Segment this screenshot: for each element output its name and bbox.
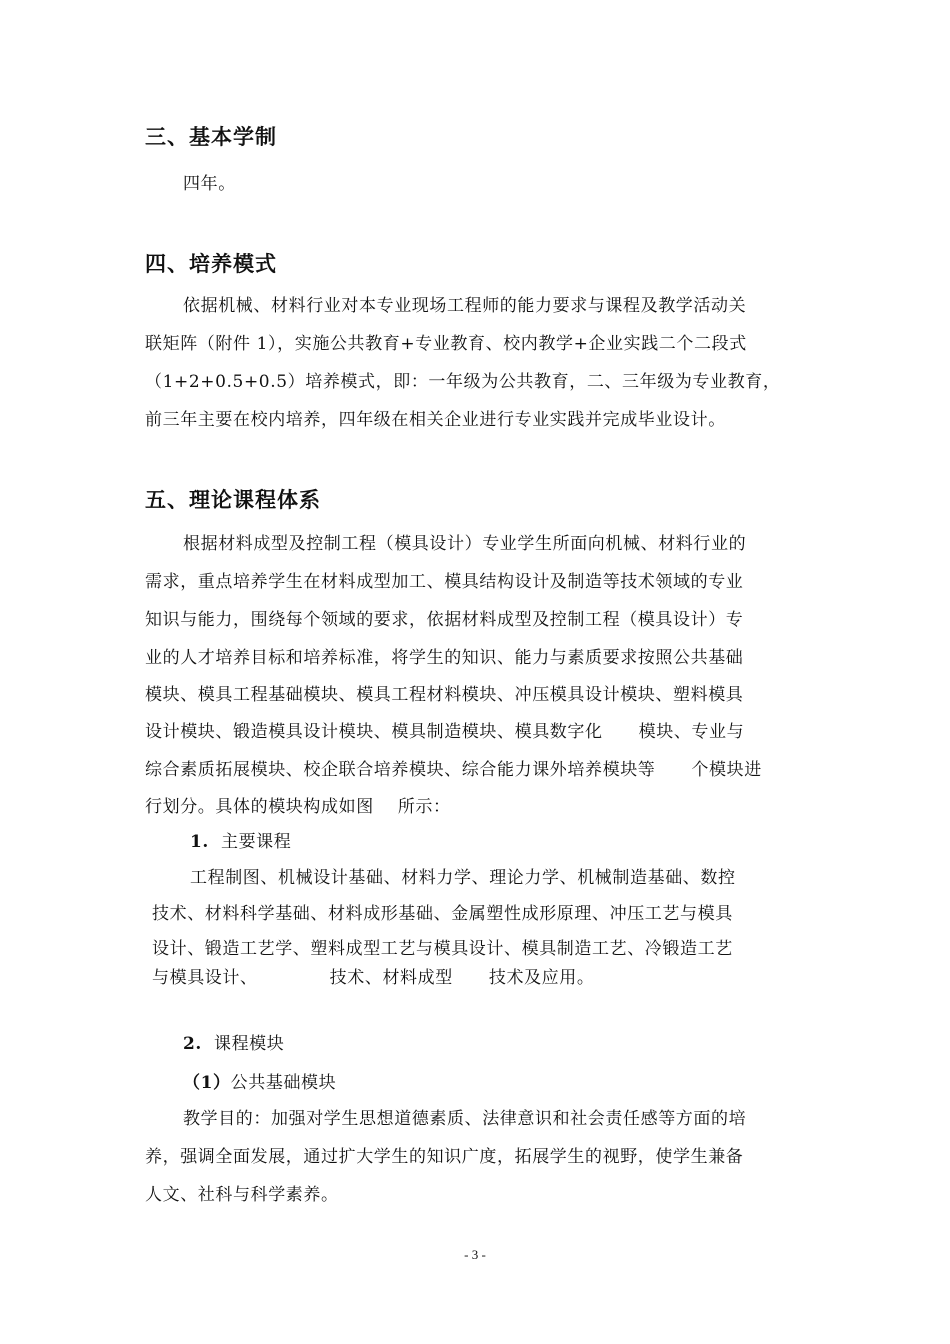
paragraph-line: 养，强调全面发展，通过扩大学生的知识广度，拓展学生的视野，使学生兼备 [145,1147,744,1167]
paragraph-line: 知识与能力，围绕每个领域的要求，依据材料成型及控制工程（模具设计）专 [145,610,744,630]
subheading-number: 1. [190,832,209,852]
paragraph-line: 联矩阵（附件 1），实施公共教育+专业教育、校内教学+企业实践二个二段式 [145,334,747,354]
module-title: 公共基础模块 [230,1073,337,1093]
module-number: （1） [183,1073,231,1093]
paragraph-line: 教学目的：加强对学生思想道德素质、法律意识和社会责任感等方面的培 [183,1109,747,1129]
paragraph-line: 行划分。具体的模块构成如图 所示： [145,797,451,817]
paragraph-line: 根据材料成型及控制工程（模具设计）专业学生所面向机械、材料行业的 [183,534,747,554]
paragraph-line: 需求，重点培养学生在材料成型加工、模具结构设计及制造等技术领域的专业 [145,572,744,592]
subheading-course-modules [183,1032,284,1056]
course-list-line: 与模具设计、 技术、材料成型 技术及应用。 [152,968,595,988]
subheading-title: 课程模块 [213,1034,285,1054]
paragraph-line: 模块、模具工程基础模块、模具工程材料模块、冲压模具设计模块、塑料模具 [145,685,744,705]
paragraph-line: 依据机械、材料行业对本专业现场工程师的能力要求与课程及教学活动关 [183,296,747,316]
paragraph-line: 前三年主要在校内培养，四年级在相关企业进行专业实践并完成毕业设计。 [145,410,726,430]
course-list-line: 技术、材料科学基础、材料成形基础、金属塑性成形原理、冲压工艺与模具 [152,904,733,924]
course-list-line: 工程制图、机械设计基础、材料力学、理论力学、机械制造基础、数控 [190,868,736,888]
duration-text: 四年。 [183,174,236,194]
subheading-main-courses [190,830,291,854]
paragraph-line: （1+2+0.5+0.5）培养模式，即：一年级为公共教育，二、三年级为专业教育， [145,372,781,392]
section-heading-curriculum-system: 五、理论课程体系 [145,488,321,512]
section-heading-basic-duration: 三、基本学制 [145,125,277,149]
subheading-number: 2. [183,1034,202,1054]
page-number: - 3 - [464,1247,486,1262]
paragraph-line: 综合素质拓展模块、校企联合培养模块、综合能力课外培养模块等 个模块进 [145,760,762,780]
paragraph-line: 人文、社科与科学素养。 [145,1185,339,1205]
subheading-title: 主要课程 [220,832,292,852]
course-list-line: 设计、锻造工艺学、塑料成型工艺与模具设计、模具制造工艺、冷锻造工艺 [152,939,733,959]
section-heading-training-mode: 四、培养模式 [145,252,277,276]
paragraph-line: 业的人才培养目标和培养标准，将学生的知识、能力与素质要求按照公共基础 [145,648,744,668]
paragraph-line: 设计模块、锻造模具设计模块、模具制造模块、模具数字化 模块、专业与 [145,722,745,742]
module-heading-public-basics [183,1071,336,1095]
